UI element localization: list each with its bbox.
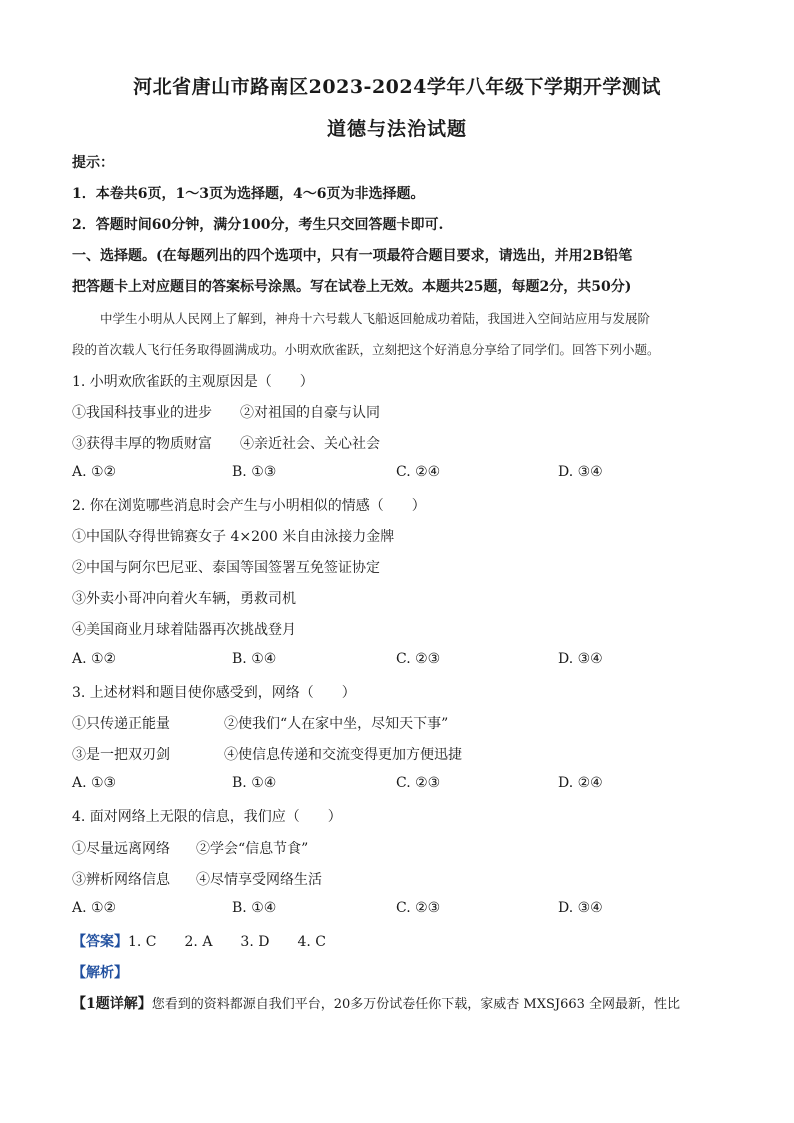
option-b: B. ①④ <box>232 651 277 667</box>
option-c: C. ②③ <box>396 775 441 791</box>
statement-item: ①中国队夺得世锦赛女子 4×200 米自由泳接力金牌 <box>72 529 395 545</box>
statement-item: ①我国科技事业的进步 <box>72 405 212 421</box>
question-stem: 4. 面对网络上无限的信息，我们应（ ） <box>72 809 342 825</box>
question-stem: 2. 你在浏览哪些消息时会产生与小明相似的情感（ ） <box>72 498 426 514</box>
option-d: D. ③④ <box>558 464 603 480</box>
tip-item: 1．本卷共6页，1～3页为选择题，4～6页为非选择题。 <box>72 186 425 202</box>
option-c: C. ②④ <box>396 464 441 480</box>
option-a: A. ①② <box>72 651 117 667</box>
statement-item: ④亲近社会、关心社会 <box>240 436 380 452</box>
statement-item: ③外卖小哥冲向着火车辆，勇救司机 <box>72 591 296 607</box>
answer-label: 【答案】 <box>72 934 128 950</box>
statement-item: ④使信息传递和交流变得更加方便迅捷 <box>224 747 462 763</box>
statement-item: ③辨析网络信息 <box>72 872 170 888</box>
tips-header: 提示： <box>72 155 114 171</box>
passage-text: 中学生小明从人民网上了解到，神舟十六号载人飞船返回舱成功着陆，我国进入空间站应用与发展阶 <box>100 311 651 326</box>
statement-item: ②使我们“人在家中坐，尽知天下事” <box>224 716 449 732</box>
option-d: D. ③④ <box>558 900 603 916</box>
statement-item: ①只传递正能量 <box>72 716 170 732</box>
answer-text: 1. C 2. A 3. D 4. C <box>128 934 326 950</box>
analysis-label: 【解析】 <box>72 965 128 981</box>
answer-line <box>72 931 326 951</box>
option-c: C. ②③ <box>396 651 441 667</box>
statement-item: ②对祖国的自豪与认同 <box>240 405 380 421</box>
statement-item: ③获得丰厚的物质财富 <box>72 436 212 452</box>
detail-line <box>72 993 680 1013</box>
analysis-line <box>72 962 128 982</box>
exam-subtitle: 道德与法治试题 <box>326 118 467 140</box>
option-b: B. ①④ <box>232 775 277 791</box>
option-a: A. ①② <box>72 900 117 916</box>
detail-label: 【1题详解】 <box>72 996 152 1012</box>
tip-item: 2．答题时间60分钟，满分100分，考生只交回答题卡即可. <box>72 217 444 233</box>
passage-text: 段的首次载人飞行任务取得圆满成功。小明欢欣雀跃，立刻把这个好消息分享给了同学们。回答下列小题。 <box>72 342 660 357</box>
option-c: C. ②③ <box>396 900 441 916</box>
detail-text: 您看到的资料都源自我们平台，20多万份试卷任你下载，家威杏 MXSJ663 全网最新，性比 <box>151 997 681 1012</box>
section-instruction: 一、选择题。(在每题列出的四个选项中，只有一项最符合题目要求，请选出，并用2B铅笔 <box>72 248 633 264</box>
option-a: A. ①③ <box>72 775 117 791</box>
option-b: B. ①③ <box>232 464 277 480</box>
statement-item: ④美国商业月球着陆器再次挑战登月 <box>72 622 296 638</box>
section-instruction: 把答题卡上对应题目的答案标号涂黑。写在试卷上无效。本题共25题，每题2分，共50分) <box>72 279 632 295</box>
statement-item: ②中国与阿尔巴尼亚、泰国等国签署互免签证协定 <box>72 560 380 576</box>
statement-item: ④尽情享受网络生活 <box>196 872 322 888</box>
option-a: A. ①② <box>72 464 117 480</box>
statement-item: ②学会“信息节食” <box>196 841 309 857</box>
statement-item: ①尽量远离网络 <box>72 841 170 857</box>
option-d: D. ②④ <box>558 775 603 791</box>
exam-title: 河北省唐山市路南区2023-2024学年八年级下学期开学测试 <box>133 76 661 98</box>
question-stem: 3. 上述材料和题目使你感受到，网络（ ） <box>72 685 356 701</box>
question-stem: 1. 小明欢欣雀跃的主观原因是（ ） <box>72 374 314 390</box>
option-d: D. ③④ <box>558 651 603 667</box>
statement-item: ③是一把双刃剑 <box>72 747 170 763</box>
option-b: B. ①④ <box>232 900 277 916</box>
